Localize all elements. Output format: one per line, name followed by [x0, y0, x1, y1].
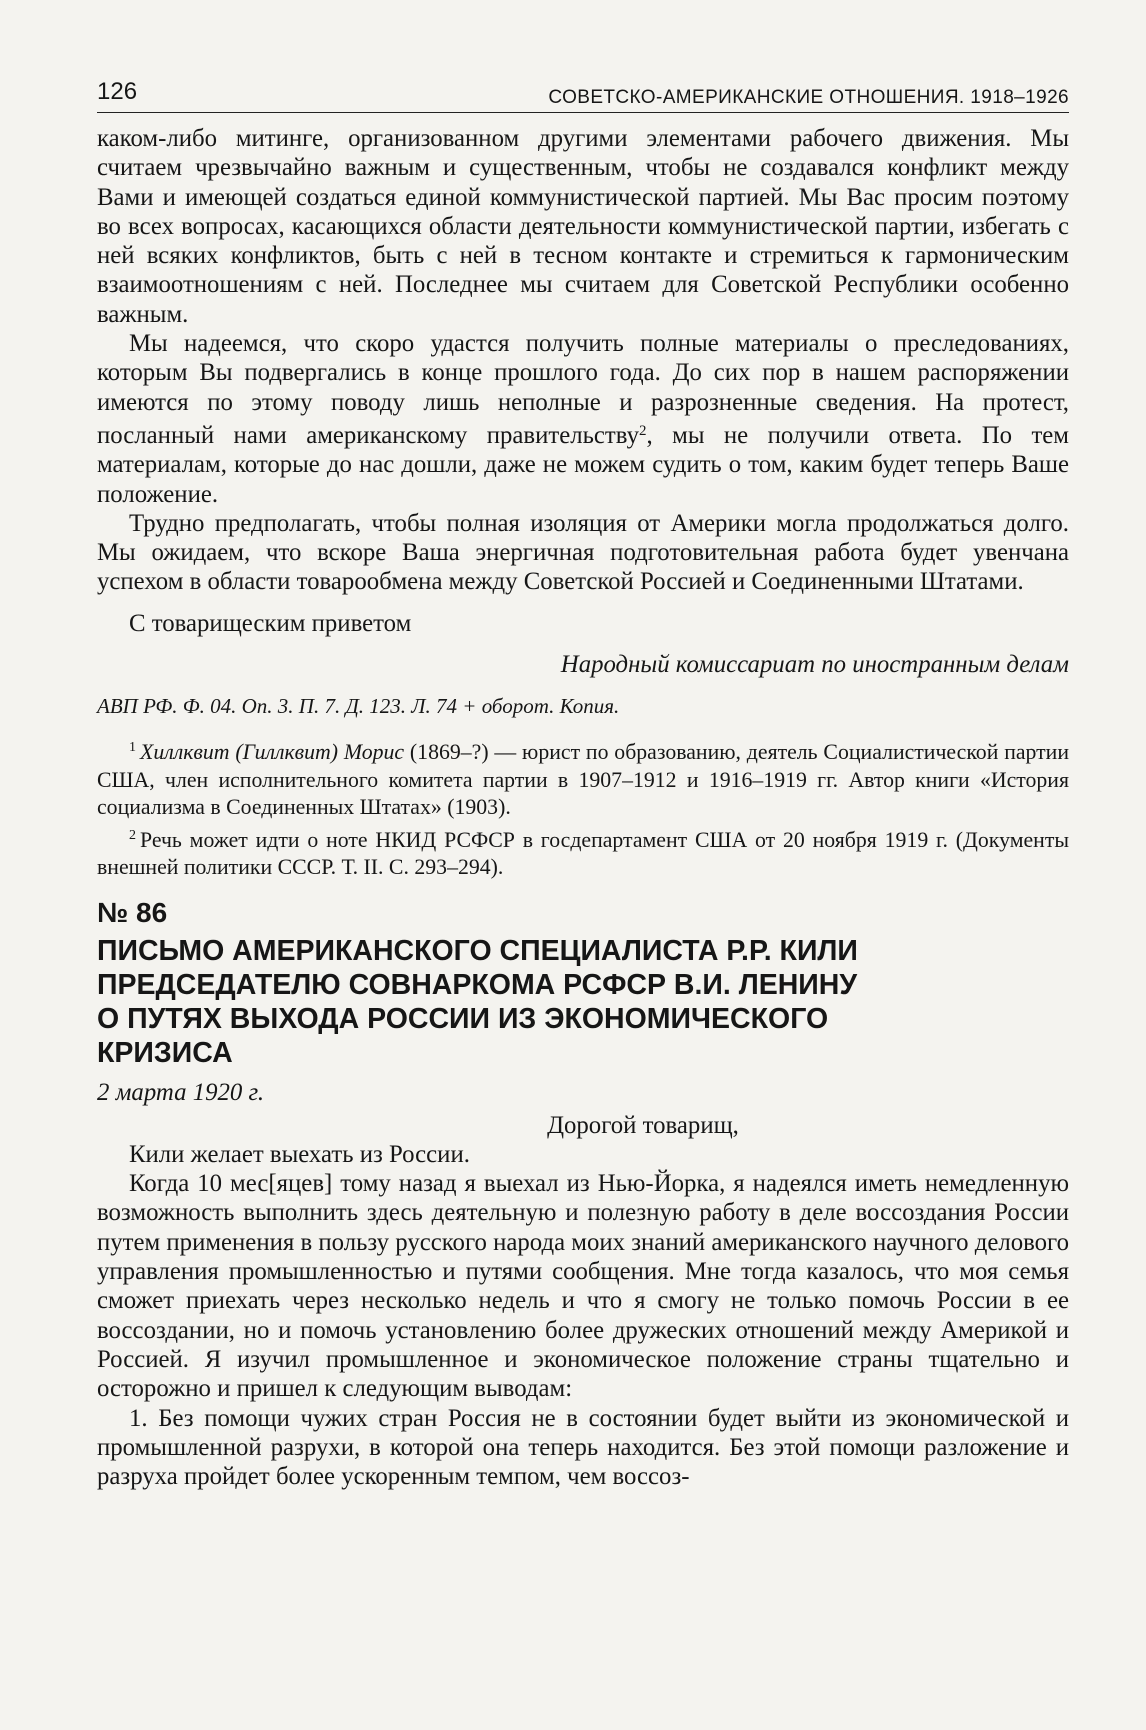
footnote-2-text: Речь может идти о ноте НКИД РСФСР в госдепартамент США от 20 ноября 1919 г. (Документы внешней политики СССР. Т. II. С. 293–294).: [97, 827, 1069, 880]
document-title: [97, 934, 1069, 1070]
letter-paragraph-2: [97, 329, 1069, 509]
letter-signature: Народный комиссариат по иностранным делам: [560, 651, 1069, 679]
document-paragraph-2: Когда 10 мес[яцев] тому назад я выехал из Нью-Йорка, я надеялся иметь немедленную возможность выполнить здесь деятельную и полезную работу в деле воссоздания России путем применения в пользу русского народа моих знаний американского научного делового управления промышленностью и путями сообщения. Мне тогда казалось, что моя семья сможет приехать через несколько недель и что я смогу не только помочь России в ее воссоздании, но и помочь установлению более дружеских отношений между Америкой и Россией. Я изучил промышленное и экономическое положение страны тщательно и осторожно и пришел к следующим выводам:: [97, 1170, 1069, 1403]
running-title: СОВЕТСКО-АМЕРИКАНСКИЕ ОТНОШЕНИЯ. 1918–1926: [548, 87, 1069, 108]
document-paragraph-3: 1. Без помощи чужих стран Россия не в состоянии будет выйти из экономической и промышленной разрухи, в которой она теперь находится. Без этой помощи разложение и разруха пройдет более ускоренным темпом, чем воссоз-: [97, 1404, 1069, 1491]
footnote-1: [97, 734, 1069, 822]
footnote-2-number: 2: [129, 827, 136, 843]
document-number: № 86: [97, 896, 168, 928]
footnote-2: [97, 822, 1069, 882]
document-title-line-4: КРИЗИСА: [97, 1036, 233, 1069]
footnote-1-name: Хиллквит (Гиллквит) Морис: [140, 740, 405, 765]
letter-paragraph-2-end: , мы не получили ответа. По тем материалам, которые до нас дошли, даже не можем судить о том, каким будет теперь Ваше положение.: [97, 421, 1069, 508]
footnote-1-text: (1869–?) — юрист по образованию, деятель Социалистической партии США, член исполнительного комитета партии в 1907–1912 и 1916–1919 гг. Автор книги «История социализма в Соединенных Штатах» (1903).: [97, 740, 1070, 820]
letter-paragraph-3: Трудно предполагать, чтобы полная изоляция от Америки могла продолжаться долго. Мы ожидаем, что вскоре Ваша энергичная подготовительная работа будет увенчана успехом в области товарообмена между Советской Россией и Соединенными Штатами.: [97, 509, 1069, 596]
document-paragraph-1: Кили желает выехать из России.: [129, 1140, 470, 1168]
document-greeting: Дорогой товарищ,: [547, 1111, 739, 1139]
document-title-line-2: ПРЕДСЕДАТЕЛЮ СОВНАРКОМА РСФСР В.И. ЛЕНИНУ: [97, 968, 858, 1001]
page-number: 126: [97, 78, 138, 105]
footnotes: [97, 734, 1069, 882]
page-header: [97, 78, 1069, 113]
footnote-1-number: 1: [129, 740, 136, 756]
footnote-ref-2: 2: [639, 422, 647, 439]
archive-source: АВП РФ. Ф. 04. Оп. 3. П. 7. Д. 123. Л. 74 + оборот. Копия.: [97, 694, 620, 719]
document-title-line-1: ПИСЬМО АМЕРИКАНСКОГО СПЕЦИАЛИСТА Р.Р. КИЛИ: [97, 934, 858, 967]
document-title-line-3: О ПУТЯХ ВЫХОДА РОССИИ ИЗ ЭКОНОМИЧЕСКОГО: [97, 1002, 829, 1035]
letter-paragraph-2-start: Мы надеемся, что скоро удастся получить полные материалы о преследованиях, которым Вы подвергались в конце прошлого года. До сих пор в нашем распоряжении имеются по этому поводу лишь неполные и разрозненные сведения. На протест, посланный нами американскому правительству: [97, 330, 1069, 449]
document-date: 2 марта 1920 г.: [97, 1078, 265, 1106]
page-body: [97, 124, 1069, 1491]
letter-paragraph-1: каком-либо митинге, организованном другими элементами рабочего движения. Мы считаем чрезвычайно важным и существенным, чтобы не создавался конфликт между Вами и имеющей создаться единой коммунистической партией. Мы Вас просим поэтому во всех вопросах, касающихся области деятельности коммунистической партии, избегать с ней всяких конфликтов, быть с ней в тесном контакте и стремиться к гармоническим взаимоотношениям с ней. Последнее мы считаем для Советской Республики особенно важным.: [97, 125, 1069, 328]
letter-closing: С товарищеским приветом: [129, 609, 412, 637]
